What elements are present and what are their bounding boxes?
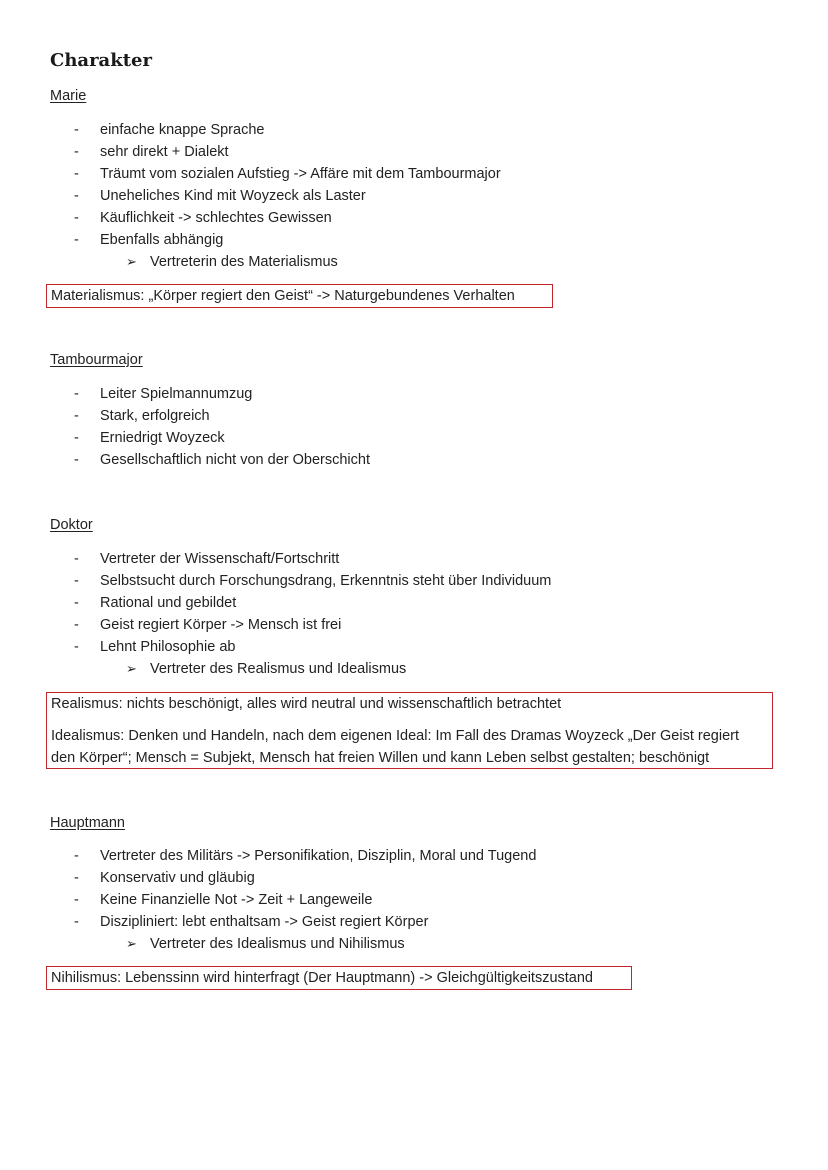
dash-bullet: - xyxy=(74,573,79,589)
list-item: - Träumt vom sozialen Aufstieg -> Affäre mit dem Tambourmajor xyxy=(0,163,501,185)
list-item: - sehr direkt + Dialekt xyxy=(0,141,501,163)
marie-list xyxy=(0,119,501,273)
section-heading-hauptmann: Hauptmann xyxy=(50,815,125,831)
dash-bullet: - xyxy=(74,122,79,138)
list-item: - Vertreter der Wissenschaft/Fortschritt xyxy=(0,548,551,570)
definition-text: den Körper“; Mensch = Subjekt, Mensch hat freien Willen und kann Leben selbst gestalten; beschönigt xyxy=(51,750,710,766)
arrow-bullet-icon: ➢ xyxy=(126,661,137,676)
list-item: - Konservativ und gläubig xyxy=(0,867,536,889)
dash-bullet: - xyxy=(74,639,79,655)
list-item: - einfache knappe Sprache xyxy=(0,119,501,141)
definition-text: Idealismus: Denken und Handeln, nach dem eigenen Ideal: Im Fall des Dramas Woyzeck „Der Geist regiert xyxy=(51,728,739,744)
list-item: - Leiter Spielmannumzug xyxy=(0,383,370,405)
list-item: - Diszipliniert: lebt enthaltsam -> Geist regiert Körper xyxy=(0,911,536,933)
definition-box-realismus-idealismus xyxy=(46,692,773,769)
list-item: - Käuflichkeit -> schlechtes Gewissen xyxy=(0,207,501,229)
sub-list-item: ➢ Vertreterin des Materialismus xyxy=(0,251,501,273)
dash-bullet: - xyxy=(74,430,79,446)
page-title: Charakter xyxy=(50,50,152,71)
dash-bullet: - xyxy=(74,892,79,908)
dash-bullet: - xyxy=(74,188,79,204)
list-item: - Ebenfalls abhängig xyxy=(0,229,501,251)
dash-bullet: - xyxy=(74,232,79,248)
list-item: - Stark, erfolgreich xyxy=(0,405,370,427)
section-heading-marie: Marie xyxy=(50,88,87,104)
dash-bullet: - xyxy=(74,617,79,633)
dash-bullet: - xyxy=(74,408,79,424)
sub-list-item: ➢ Vertreter des Idealismus und Nihilismus xyxy=(0,933,536,955)
doktor-list xyxy=(0,548,551,680)
sub-list-item: ➢ Vertreter des Realismus und Idealismus xyxy=(0,658,551,680)
dash-bullet: - xyxy=(74,595,79,611)
hauptmann-list xyxy=(0,845,536,955)
list-item: - Keine Finanzielle Not -> Zeit + Langeweile xyxy=(0,889,536,911)
list-item: - Geist regiert Körper -> Mensch ist frei xyxy=(0,614,551,636)
list-item: - Gesellschaftlich nicht von der Oberschicht xyxy=(0,449,370,471)
list-item: - Uneheliches Kind mit Woyzeck als Laster xyxy=(0,185,501,207)
section-heading-doktor: Doktor xyxy=(50,517,93,533)
section-heading-tambourmajor: Tambourmajor xyxy=(50,352,143,368)
definition-text: Realismus: nichts beschönigt, alles wird neutral und wissenschaftlich betrachtet xyxy=(51,696,562,712)
definition-box-nihilismus xyxy=(46,966,632,990)
list-item: - Erniedrigt Woyzeck xyxy=(0,427,370,449)
dash-bullet: - xyxy=(74,452,79,468)
dash-bullet: - xyxy=(74,210,79,226)
dash-bullet: - xyxy=(74,848,79,864)
tambourmajor-list xyxy=(0,383,370,471)
dash-bullet: - xyxy=(74,551,79,567)
dash-bullet: - xyxy=(74,386,79,402)
arrow-bullet-icon: ➢ xyxy=(126,936,137,951)
dash-bullet: - xyxy=(74,914,79,930)
definition-box-materialismus xyxy=(46,284,553,308)
dash-bullet: - xyxy=(74,870,79,886)
dash-bullet: - xyxy=(74,166,79,182)
dash-bullet: - xyxy=(74,144,79,160)
list-item: - Vertreter des Militärs -> Personifikation, Disziplin, Moral und Tugend xyxy=(0,845,536,867)
list-item: - Selbstsucht durch Forschungsdrang, Erkenntnis steht über Individuum xyxy=(0,570,551,592)
definition-text: Nihilismus: Lebenssinn wird hinterfragt (Der Hauptmann) -> Gleichgültigkeitszustand xyxy=(51,970,593,986)
list-item: - Lehnt Philosophie ab xyxy=(0,636,551,658)
list-item: - Rational und gebildet xyxy=(0,592,551,614)
definition-text: Materialismus: „Körper regiert den Geist“ -> Naturgebundenes Verhalten xyxy=(51,288,515,304)
arrow-bullet-icon: ➢ xyxy=(126,254,137,269)
